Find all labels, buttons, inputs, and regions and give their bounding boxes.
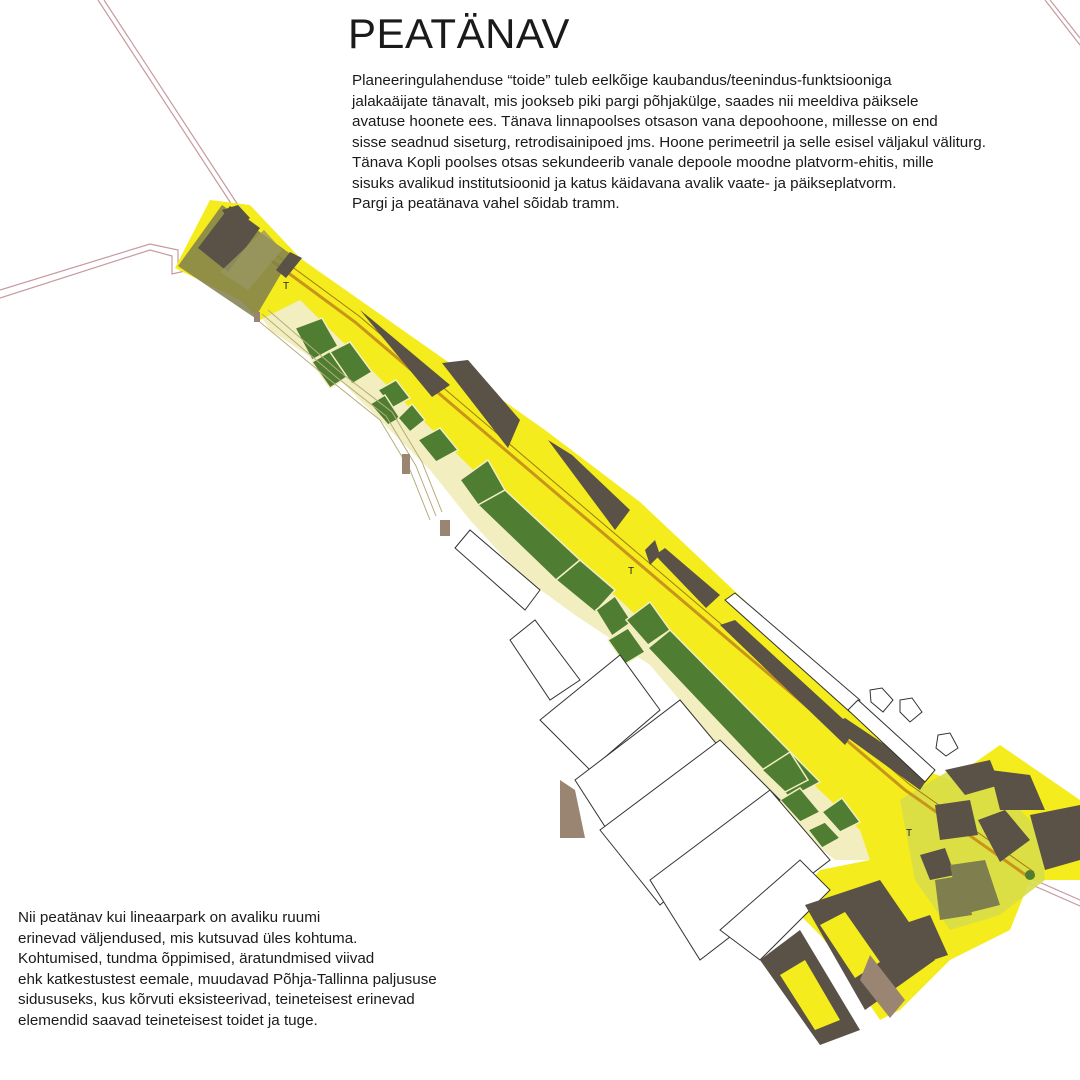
description-text — [352, 71, 1072, 215]
description-line: jalakaäijate tänavalt, mis jookseb piki pargi põhjakülge, saades nii meeldiva päiksele — [352, 92, 919, 110]
description-line: Pargi ja peatänava vahel sõidab tramm. — [352, 195, 620, 212]
description-line: Planeeringulahenduse “toide” tuleb eelkõige kaubandus/teenindus-funktsiooniga — [352, 72, 892, 89]
note-text — [18, 908, 518, 1031]
park-plots — [295, 318, 860, 848]
note-line: Kohtumised, tundma õppimised, äratundmised viivad — [18, 950, 375, 967]
note-line: sidususeks, kus kõrvuti eksisteerivad, teineteisest erinevad — [18, 991, 415, 1008]
note-line: elemendid saavad teineteisest toidet ja tuge. — [18, 1011, 318, 1029]
tram-stop-label-2: T — [628, 566, 635, 577]
tram-stop-label-3: T — [906, 828, 913, 839]
note-line: ehk katkestustest eemale, muudavad Põhja-Tallinna paljususe — [18, 970, 437, 988]
note-line: Nii peatänav kui lineaarpark on avaliku ruumi — [18, 909, 321, 926]
description-line: Tänava Kopli poolses otsas sekundeerib vanale depoole moodne platvorm-ehitis, mille — [352, 154, 934, 171]
page-title: PEATÄNAV — [348, 10, 570, 57]
description-line: sisse seadnud siseturg, retrodisainipoed jms. Hoone perimeetril ja selle esisel väljakul väliturg. — [352, 133, 986, 151]
note-line: erinevad väljendused, mis kutsuvad üles kohtuma. — [18, 929, 358, 947]
description-line: sisuks avalikud institutsioonid ja katus käidavana avalik vaate- ja päikseplatvorm. — [352, 174, 897, 192]
tram-stop-label-1: T — [283, 281, 290, 292]
green-dot-marker — [1025, 870, 1035, 880]
description-line: avatuse hoonete ees. Tänava linnapoolses otsason vana depoohoone, millesse on end — [352, 113, 938, 130]
